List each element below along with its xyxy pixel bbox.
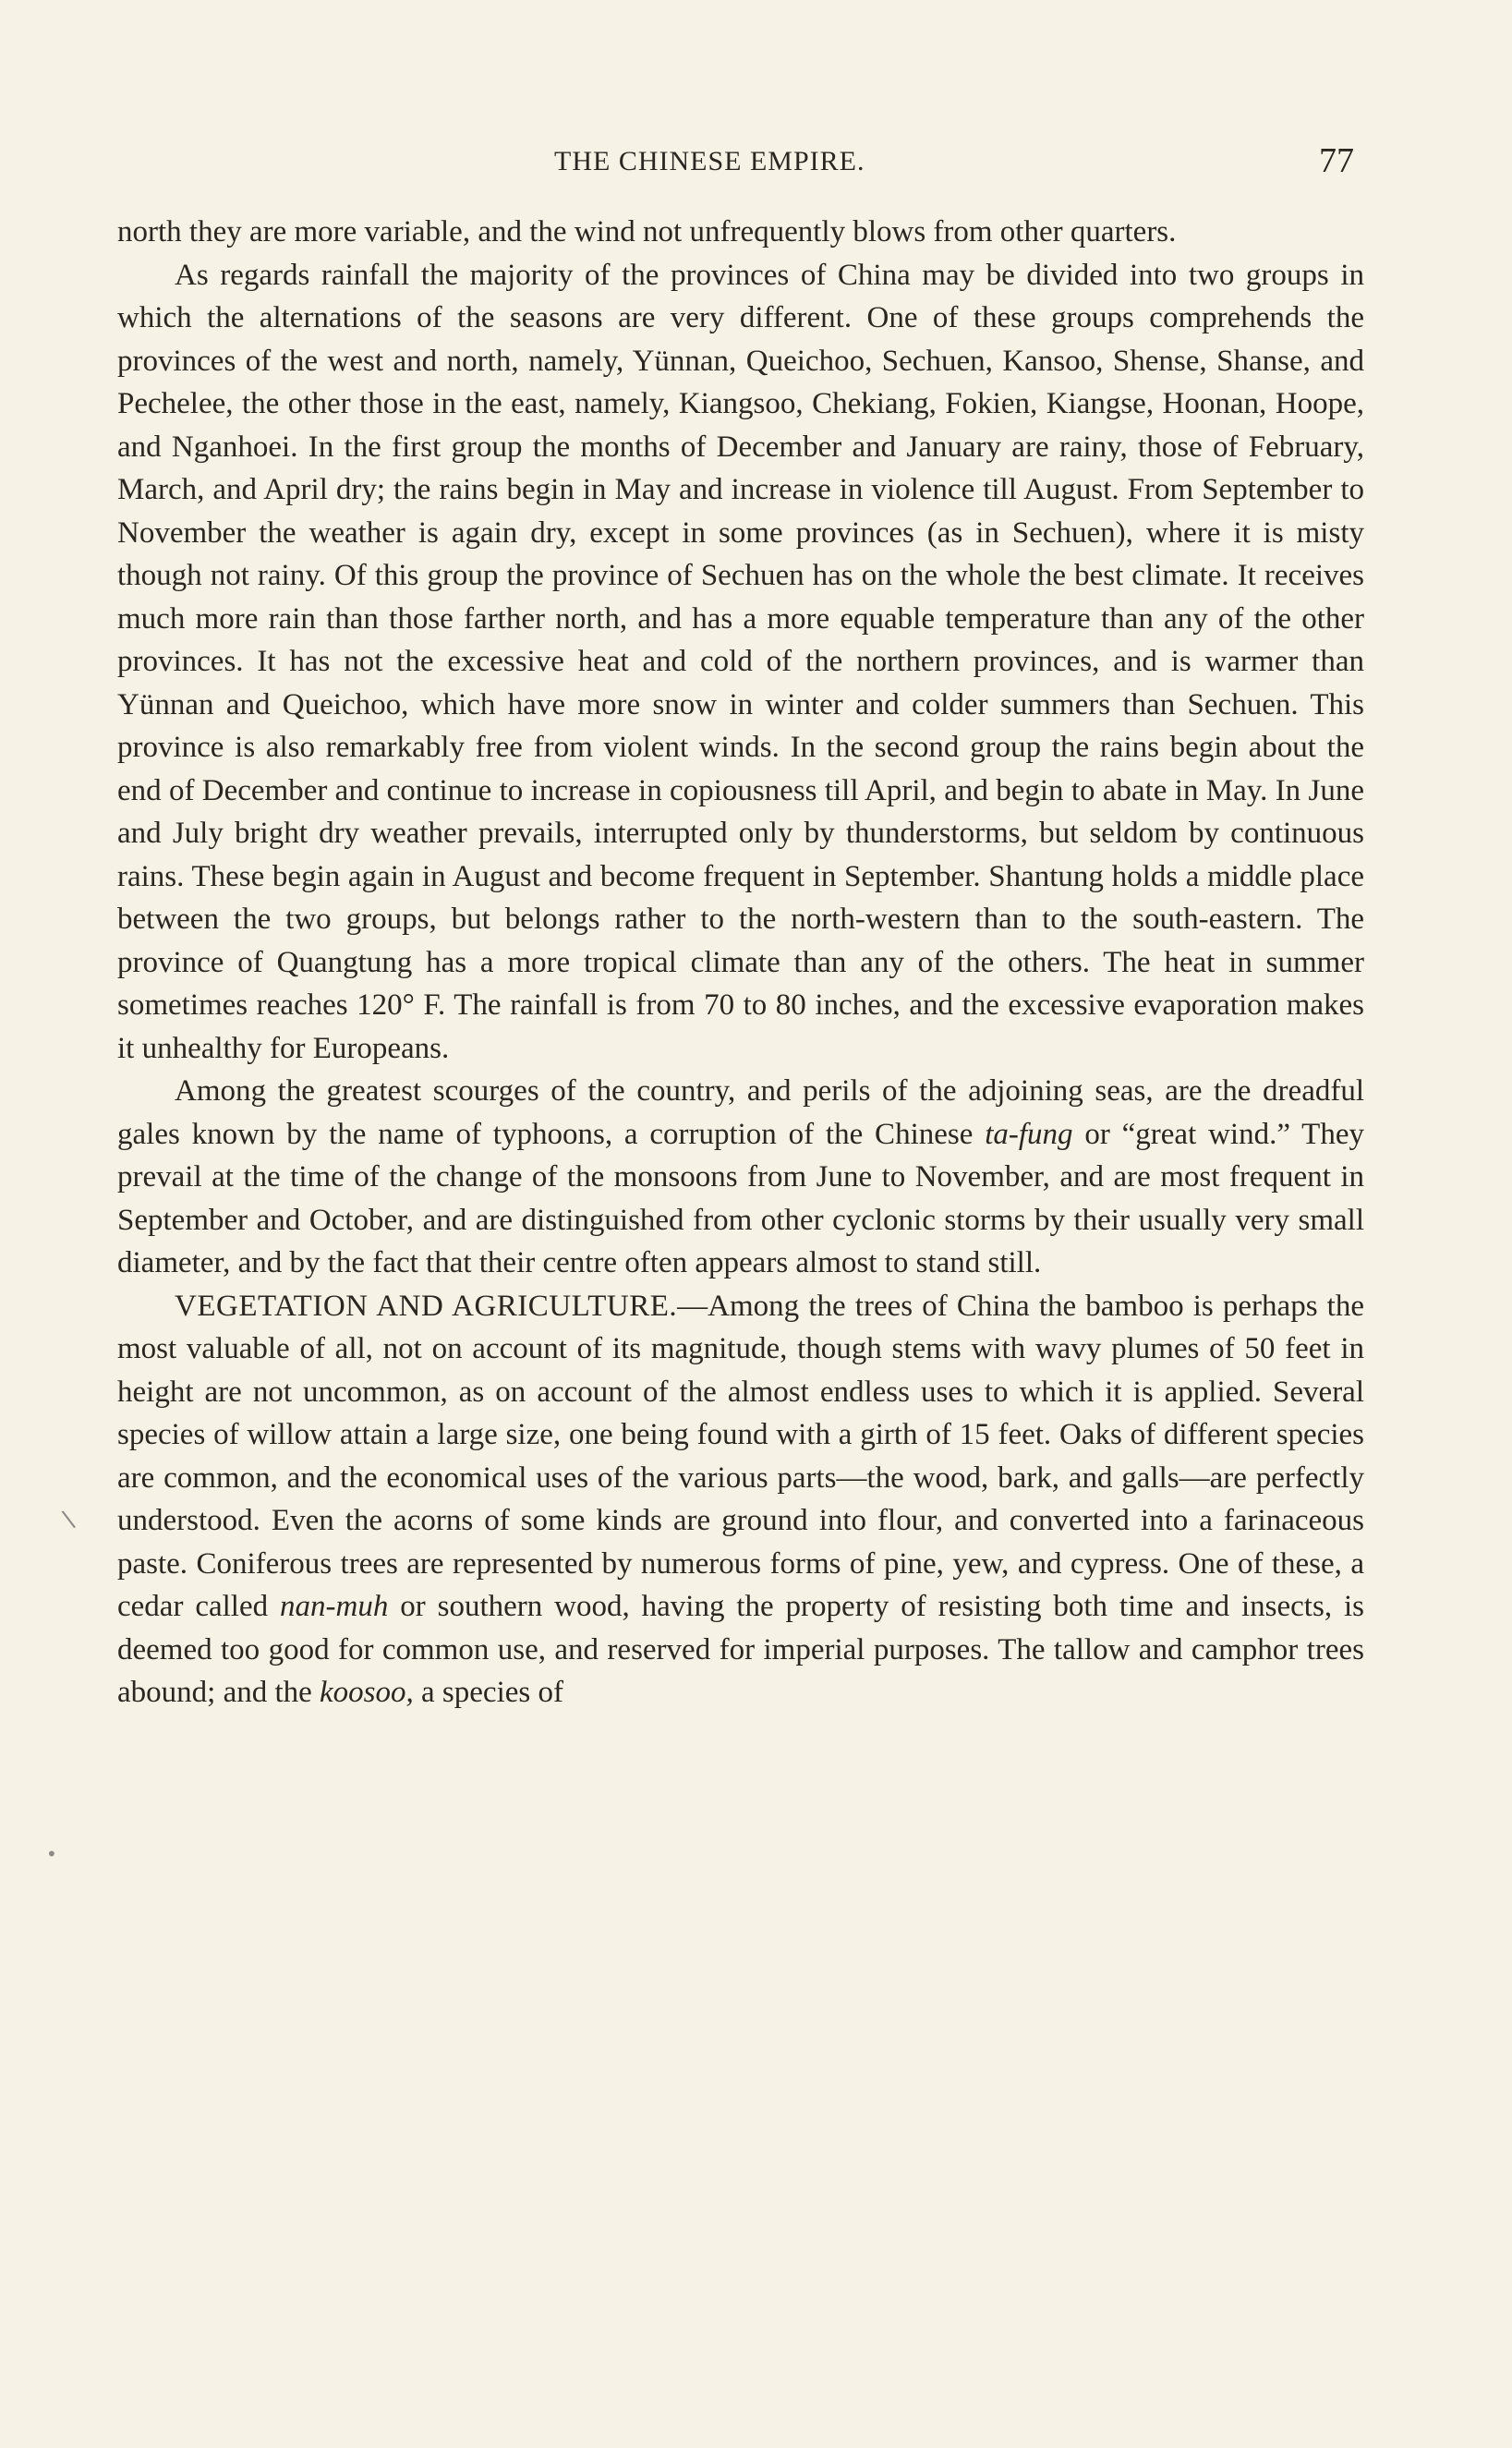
- paragraph-continuation: north they are more variable, and the wind not unfrequently blows from other quarters.: [117, 215, 1177, 248]
- italic-term-koosoo: koosoo,: [320, 1676, 414, 1709]
- page-number: 77: [1319, 141, 1354, 180]
- paragraph-vegetation: [117, 1285, 1364, 1715]
- paragraph-rainfall: As regards rainfall the majority of the provinces of China may be divided into two groups in which the alternations of the seasons are very different. One of these groups comprehends the provinces of the west and north, namely, Yünnan, Queichoo, Sechuen, Kansoo, Shense, Shanse, and Pechelee, the other those in the east, namely, Kiangsoo, Chekiang, Fokien, Kiangse, Hoonan, Hoope, and Nganhoei. In the first group the months of December and January are rainy, those of February, March, and April dry; the rains begin in May and increase in violence till August. From September to November the weather is again dry, except in some provinces (as in Sechuen), where it is misty though not rainy. Of this group the province of Sechuen has on the whole the best climate. It receives much more rain than those farther north, and has a more equable temperature than any of the other provinces. It has not the excessive heat and cold of the northern provinces, and is warmer than Yünnan and Queichoo, which have more snow in winter and colder summers than Sechuen. This province is also remarkably free from violent winds. In the second group the rains begin about the end of December and continue to increase in copiousness till April, and begin to abate in May. In June and July bright dry weather prevails, interrupted only by thunderstorms, but seldom by continuous rains. These begin again in August and become frequent in September. Shantung holds a middle place between the two groups, but belongs rather to the north-western than to the south-eastern. The province of Quangtung has a more tropical climate than any of the others. The heat in summer sometimes reaches 120° F. The rainfall is from 70 to 80 inches, and the excessive evaporation makes it unhealthy for Europeans.: [117, 258, 1364, 1065]
- margin-dot: •: [46, 1843, 57, 1865]
- running-head: [0, 141, 1512, 188]
- vegetation-text-before: —Among the trees of China the bamboo is perhaps the most valuable of all, not on account of its magnitude, though stems with wavy plumes of 50 feet in height are not uncommon, as on account of the almost endless uses to which it is applied. Several species of willow attain a large size, one being found with a girth of 15 feet. Oaks of different species are common, and the economical uses of the various parts—the wood, bark, and galls—are perfectly understood. Even the acorns of some kinds are ground into flour, and converted into a farinaceous paste. Coniferous trees are represented by numerous forms of pine, yew, and cypress. One of these, a cedar called: [117, 1289, 1364, 1623]
- typhoons-text-before: Among the greatest scourges of the country, and perils of the adjoining seas, are the dreadful gales known by the name of typhoons, a corruption of the Chinese: [117, 1074, 1364, 1151]
- italic-term-nan-muh: nan-muh: [280, 1590, 389, 1623]
- running-title: THE CHINESE EMPIRE.: [554, 146, 865, 176]
- typhoons-text-after: or “great wind.” They prevail at the time of the change of the monsoons from June to November, and are most frequent in September and October, and are distinguished from other cyclonic storms by their usually very small diameter, and by the fact that their centre often appears almost to stand still.: [117, 1117, 1364, 1279]
- margin-mark: \: [60, 1505, 78, 1534]
- vegetation-text-after: a species of: [413, 1676, 563, 1709]
- paragraph-typhoons: [117, 1070, 1364, 1285]
- section-heading-vegetation: VEGETATION AND AGRICULTURE.: [175, 1289, 678, 1323]
- vegetation-text-middle: or southern wood, having the property of resisting both time and insects, is deemed too good for common use, and reserved for imperial purposes. The tallow and camphor trees abound; and the: [117, 1590, 1364, 1709]
- body-text: [117, 211, 1364, 1715]
- italic-term-ta-fung: ta-fung: [985, 1117, 1073, 1151]
